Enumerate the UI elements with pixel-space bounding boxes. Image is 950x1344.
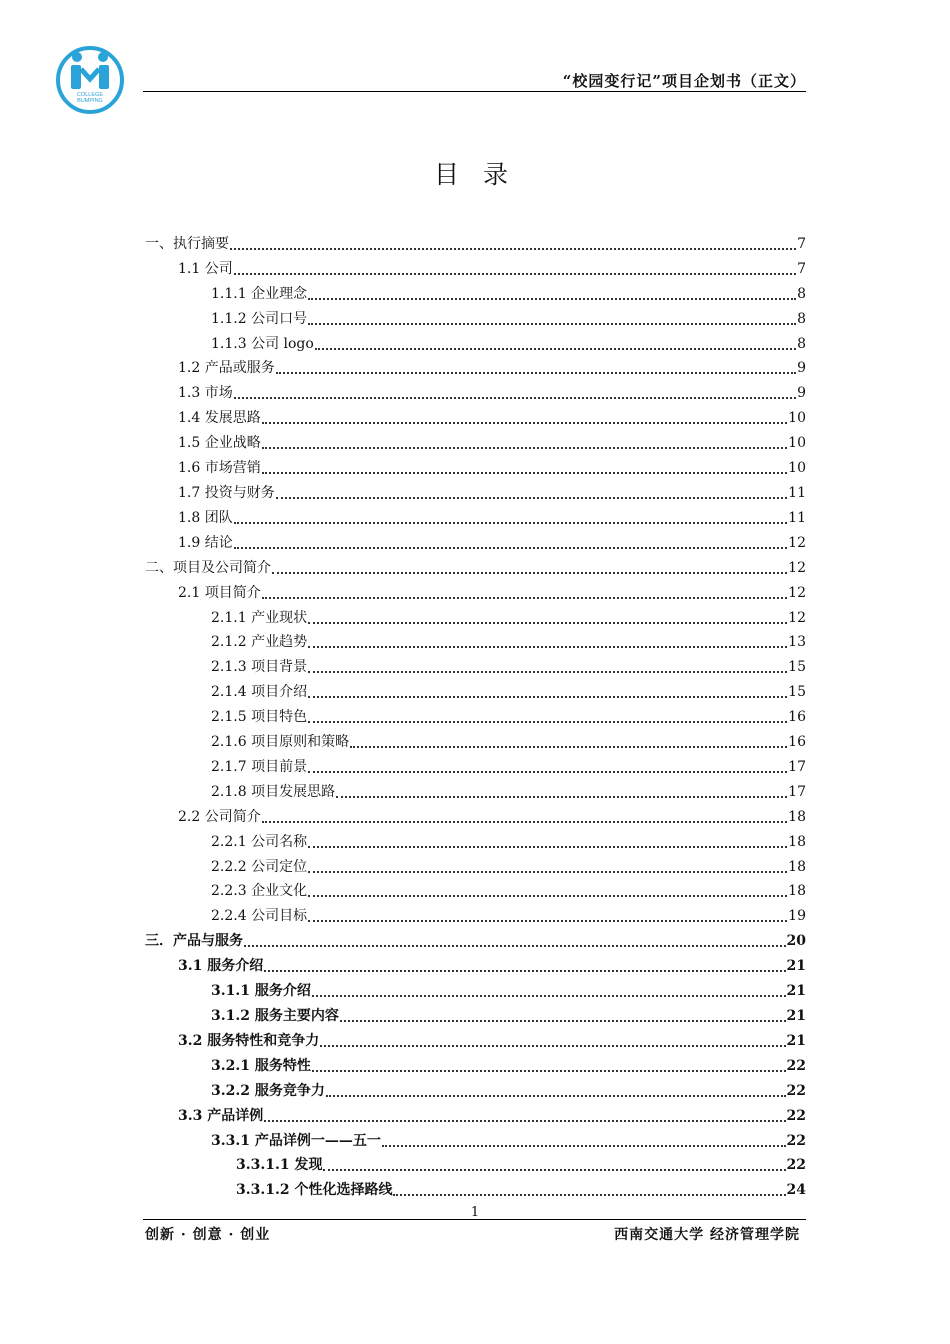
toc-entry-page: 7 — [797, 235, 806, 252]
toc-entry[interactable] — [145, 727, 806, 752]
toc-entry-label: 1.1.1 企业理念 — [211, 285, 308, 302]
toc-entry[interactable] — [145, 976, 806, 1001]
toc-entry-page: 17 — [788, 783, 806, 800]
toc-entry-label: 2.1.8 项目发展思路 — [211, 783, 336, 800]
toc-dot-leader — [350, 746, 787, 748]
toc-entry-label: 2.1.1 产业现状 — [211, 609, 308, 626]
document-header-title: “校园变行记”项目企划书（正文） — [562, 72, 806, 90]
toc-entry-page: 9 — [797, 385, 806, 402]
toc-dot-leader — [326, 1095, 786, 1097]
toc-entry[interactable] — [145, 1026, 806, 1051]
toc-entry-label: 1.7 投资与财务 — [178, 484, 275, 501]
toc-dot-leader — [262, 597, 787, 599]
toc-entry-page: 11 — [788, 484, 806, 501]
toc-entry-label: 1.6 市场营销 — [178, 460, 261, 477]
toc-entry[interactable] — [145, 802, 806, 827]
toc-entry-label: 一、执行摘要 — [145, 235, 229, 252]
toc-entry[interactable] — [145, 777, 806, 802]
toc-entry[interactable] — [145, 901, 806, 926]
toc-entry-label: 1.5 企业战略 — [178, 435, 261, 452]
toc-entry-page: 16 — [788, 734, 806, 751]
toc-entry[interactable] — [145, 1151, 806, 1176]
toc-entry-page: 21 — [786, 983, 806, 1000]
page-title: 目 录 — [434, 160, 516, 189]
page-number: 1 — [470, 1205, 480, 1220]
toc-entry[interactable] — [145, 1101, 806, 1126]
toc-dot-leader — [264, 970, 785, 972]
toc-entry-label: 2.1.5 项目特色 — [211, 709, 308, 726]
toc-entry-page: 22 — [786, 1132, 806, 1149]
toc-entry-label: 3.3 产品详例 — [178, 1107, 264, 1124]
toc-entry-label: 3.1 服务介绍 — [178, 958, 264, 975]
toc-entry[interactable] — [145, 827, 806, 852]
toc-entry[interactable] — [145, 578, 806, 603]
toc-dot-leader — [230, 248, 796, 250]
toc-entry[interactable] — [145, 877, 806, 902]
toc-entry-page: 19 — [788, 908, 806, 925]
toc-dot-leader — [312, 995, 786, 997]
toc-dot-leader — [272, 572, 787, 574]
toc-dot-leader — [308, 646, 787, 648]
toc-entry-label: 1.2 产品或服务 — [178, 360, 275, 377]
toc-dot-leader — [234, 547, 787, 549]
college-bumping-logo — [54, 44, 126, 116]
toc-entry-label: 三．产品与服务 — [145, 933, 243, 950]
toc-entry-label: 3.3.1 产品详例一——五一 — [211, 1132, 381, 1149]
toc-entry[interactable] — [145, 503, 806, 528]
toc-dot-leader — [262, 422, 787, 424]
toc-entry-page: 18 — [788, 833, 806, 850]
toc-dot-leader — [262, 447, 787, 449]
toc-entry[interactable] — [145, 1126, 806, 1151]
toc-entry-page: 17 — [788, 758, 806, 775]
toc-dot-leader — [336, 796, 787, 798]
toc-entry[interactable] — [145, 1001, 806, 1026]
toc-entry-label: 2.1.4 项目介绍 — [211, 684, 308, 701]
toc-entry-page: 8 — [797, 310, 806, 327]
footer-institution: 西南交通大学 经济管理学院 — [614, 1227, 800, 1243]
toc-entry-page: 18 — [788, 808, 806, 825]
toc-dot-leader — [308, 895, 787, 897]
toc-dot-leader — [234, 397, 796, 399]
toc-entry-label: 1.8 团队 — [178, 509, 233, 526]
toc-entry-page: 21 — [786, 1032, 806, 1049]
toc-entry[interactable] — [145, 628, 806, 653]
toc-entry-page: 10 — [788, 410, 806, 427]
toc-dot-leader — [323, 1169, 785, 1171]
toc-entry-label: 2.2 公司简介 — [178, 808, 261, 825]
toc-entry-page: 22 — [786, 1057, 806, 1074]
toc-entry-page: 10 — [788, 460, 806, 477]
toc-entry-label: 2.2.3 企业文化 — [211, 883, 308, 900]
toc-entry[interactable] — [145, 852, 806, 877]
toc-entry-label: 3.2 服务特性和竞争力 — [178, 1032, 320, 1049]
toc-entry-label: 2.1.6 项目原则和策略 — [211, 734, 350, 751]
toc-entry-label: 二、项目及公司简介 — [145, 559, 271, 576]
toc-dot-leader — [262, 472, 787, 474]
toc-entry[interactable] — [145, 553, 806, 578]
toc-entry-label: 1.1 公司 — [178, 260, 233, 277]
footer-divider — [143, 1219, 806, 1220]
toc-entry[interactable] — [145, 1175, 806, 1200]
toc-entry-page: 7 — [797, 260, 806, 277]
toc-entry-page: 12 — [788, 584, 806, 601]
toc-entry-page: 24 — [786, 1182, 806, 1199]
toc-entry[interactable] — [145, 254, 806, 279]
toc-entry-label: 1.1.3 公司 logo — [211, 335, 314, 352]
toc-entry-label: 3.1.2 服务主要内容 — [211, 1008, 339, 1024]
toc-entry-label: 3.2.1 服务特性 — [211, 1057, 311, 1074]
toc-entry[interactable] — [145, 951, 806, 976]
toc-entry[interactable] — [145, 677, 806, 702]
toc-entry-page: 18 — [788, 858, 806, 875]
toc-entry-page: 10 — [788, 435, 806, 452]
toc-entry-page: 15 — [788, 684, 806, 701]
toc-entry-page: 21 — [786, 1008, 806, 1024]
toc-entry[interactable] — [145, 354, 806, 379]
svg-text:COLLEGE: COLLEGE — [77, 92, 103, 98]
toc-dot-leader — [234, 273, 796, 275]
toc-dot-leader — [308, 846, 787, 848]
table-of-contents — [145, 229, 806, 1200]
toc-entry-label: 2.1 项目简介 — [178, 584, 261, 601]
toc-dot-leader — [264, 1120, 785, 1122]
toc-dot-leader — [315, 348, 796, 350]
svg-text:BUMPING: BUMPING — [77, 98, 103, 104]
toc-dot-leader — [308, 871, 787, 873]
toc-entry-page: 16 — [788, 709, 806, 726]
toc-dot-leader — [382, 1145, 786, 1147]
toc-entry[interactable] — [145, 329, 806, 354]
toc-entry[interactable] — [145, 926, 806, 951]
toc-entry[interactable] — [145, 378, 806, 403]
toc-entry[interactable] — [145, 229, 806, 254]
toc-entry[interactable] — [145, 1051, 806, 1076]
toc-entry-page: 22 — [786, 1082, 806, 1099]
toc-entry-page: 20 — [786, 933, 806, 950]
toc-entry-page: 15 — [788, 659, 806, 676]
toc-entry-label: 3.1.1 服务介绍 — [211, 983, 311, 1000]
toc-dot-leader — [308, 696, 787, 698]
footer-slogan: 创新 · 创意 · 创业 — [145, 1227, 271, 1243]
toc-entry-page: 8 — [797, 285, 806, 302]
toc-entry-page: 13 — [788, 634, 806, 651]
toc-entry-label: 2.1.2 产业趋势 — [211, 634, 308, 651]
toc-entry-page: 22 — [786, 1157, 806, 1174]
toc-entry-label: 2.2.4 公司目标 — [211, 908, 308, 925]
toc-entry[interactable] — [145, 403, 806, 428]
toc-entry-label: 1.4 发展思路 — [178, 410, 261, 427]
toc-entry-label: 3.2.2 服务竞争力 — [211, 1082, 325, 1099]
toc-dot-leader — [320, 1045, 785, 1047]
toc-entry-label: 1.9 结论 — [178, 534, 233, 551]
toc-entry[interactable] — [145, 702, 806, 727]
toc-entry-label: 3.3.1.1 发现 — [236, 1157, 323, 1174]
toc-entry[interactable] — [145, 1076, 806, 1101]
toc-entry-label: 1.3 市场 — [178, 385, 233, 402]
toc-entry[interactable] — [145, 478, 806, 503]
toc-dot-leader — [308, 622, 787, 624]
toc-dot-leader — [308, 721, 787, 723]
toc-entry-label: 2.2.2 公司定位 — [211, 858, 308, 875]
toc-dot-leader — [234, 522, 787, 524]
toc-entry[interactable] — [145, 603, 806, 628]
toc-dot-leader — [262, 821, 787, 823]
toc-entry-label: 3.3.1.2 个性化选择路线 — [236, 1182, 393, 1199]
toc-entry-page: 21 — [786, 958, 806, 975]
toc-dot-leader — [308, 920, 787, 922]
toc-entry[interactable] — [145, 652, 806, 677]
toc-entry-label: 2.1.7 项目前景 — [211, 758, 308, 775]
toc-entry-page: 12 — [788, 609, 806, 626]
toc-entry-page: 22 — [786, 1107, 806, 1124]
toc-dot-leader — [244, 945, 786, 947]
toc-entry-page: 9 — [797, 360, 806, 377]
toc-dot-leader — [340, 1020, 786, 1022]
toc-entry-page: 18 — [788, 883, 806, 900]
toc-dot-leader — [276, 497, 787, 499]
toc-dot-leader — [393, 1194, 785, 1196]
toc-entry-page: 8 — [797, 335, 806, 352]
toc-entry[interactable] — [145, 428, 806, 453]
toc-entry-label: 2.2.1 公司名称 — [211, 833, 308, 850]
header-divider — [143, 91, 806, 92]
toc-dot-leader — [308, 671, 787, 673]
toc-entry[interactable] — [145, 304, 806, 329]
toc-dot-leader — [308, 298, 796, 300]
toc-dot-leader — [308, 771, 787, 773]
toc-dot-leader — [276, 372, 796, 374]
toc-entry-page: 12 — [788, 559, 806, 576]
toc-entry[interactable] — [145, 528, 806, 553]
toc-dot-leader — [312, 1070, 786, 1072]
toc-entry-label: 1.1.2 公司口号 — [211, 310, 308, 327]
toc-entry-page: 11 — [788, 509, 806, 526]
toc-entry-page: 12 — [788, 534, 806, 551]
toc-dot-leader — [308, 323, 796, 325]
toc-entry-label: 2.1.3 项目背景 — [211, 659, 308, 676]
toc-entry[interactable] — [145, 752, 806, 777]
toc-entry[interactable] — [145, 279, 806, 304]
toc-entry[interactable] — [145, 453, 806, 478]
